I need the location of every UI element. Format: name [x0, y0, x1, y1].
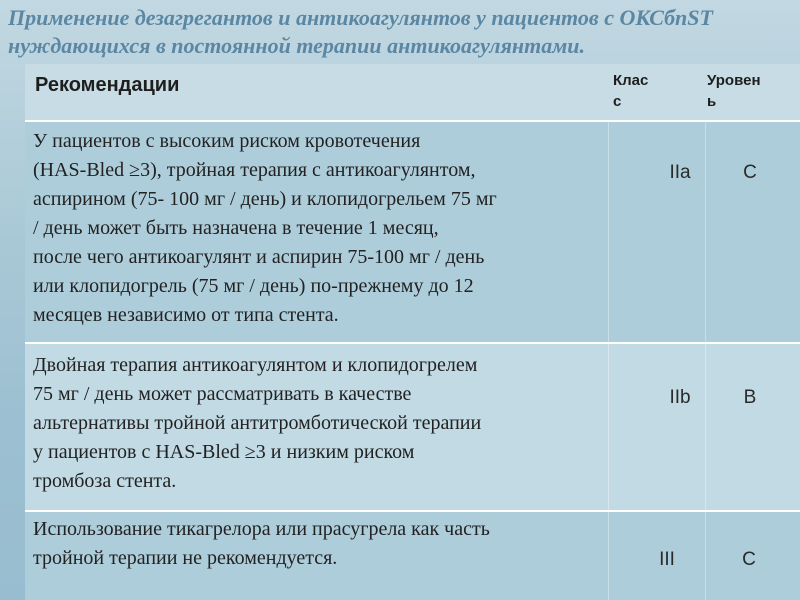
class-value: III [659, 549, 675, 570]
text-line: месяцев независимо от типа стента. [33, 304, 339, 326]
header-class-line-2: с [613, 93, 622, 110]
header-level-line-2: ь [707, 93, 717, 110]
level-value: C [743, 162, 757, 183]
text-line: аспирином (75- 100 мг / день) и клопидогрельем 75 мг [33, 188, 497, 210]
text-line: 75 мг / день может рассматривать в качестве [33, 383, 412, 405]
header-recommendations: Рекомендации [35, 74, 180, 96]
header-class-line-1: Клас [613, 72, 649, 89]
level-value: C [742, 549, 756, 570]
column-divider [608, 344, 609, 510]
header-class [613, 70, 648, 112]
column-divider [608, 512, 609, 600]
text-line: у пациентов с HAS-Bled ≥3 и низким риском [33, 441, 415, 463]
slide-title [8, 4, 800, 60]
text-line: У пациентов с высоким риском кровотечения [33, 130, 421, 152]
header-level [707, 70, 761, 112]
text-line: тройной терапии не рекомендуется. [33, 547, 338, 569]
slide-title-line-1: Применение дезагрегантов и антикоагулянтов у пациентов с ОКСбпST [8, 5, 713, 30]
text-line: Двойная терапия антикоагулянтом и клопидогрелем [33, 354, 478, 376]
text-line: альтернативы тройной антитромботической терапии [33, 412, 482, 434]
text-line: Использование тикагрелора или прасугрела как часть [33, 518, 490, 540]
column-divider [705, 344, 706, 510]
recommendation-text [33, 351, 608, 496]
class-value: IIa [669, 162, 691, 183]
text-line: / день может быть назначена в течение 1 месяц, [33, 217, 439, 239]
text-line: или клопидогрель (75 мг / день) по-прежнему до 12 [33, 275, 474, 297]
level-value: B [743, 387, 757, 408]
column-divider [608, 122, 609, 342]
slide-title-line-2: нуждающихся в постоянной терапии антикоагулянтами. [8, 33, 586, 58]
class-value: IIb [669, 387, 691, 408]
column-divider [705, 122, 706, 342]
text-line: (HAS-Bled ≥3), тройная терапия с антикоагулянтом, [33, 159, 476, 181]
recommendation-text [33, 127, 608, 330]
header-level-line-1: Уровен [707, 72, 761, 89]
recommendations-table [25, 64, 800, 600]
text-line: тромбоза стента. [33, 470, 177, 492]
recommendation-text [33, 515, 608, 573]
text-line: после чего антикоагулянт и аспирин 75-100 мг / день [33, 246, 485, 268]
